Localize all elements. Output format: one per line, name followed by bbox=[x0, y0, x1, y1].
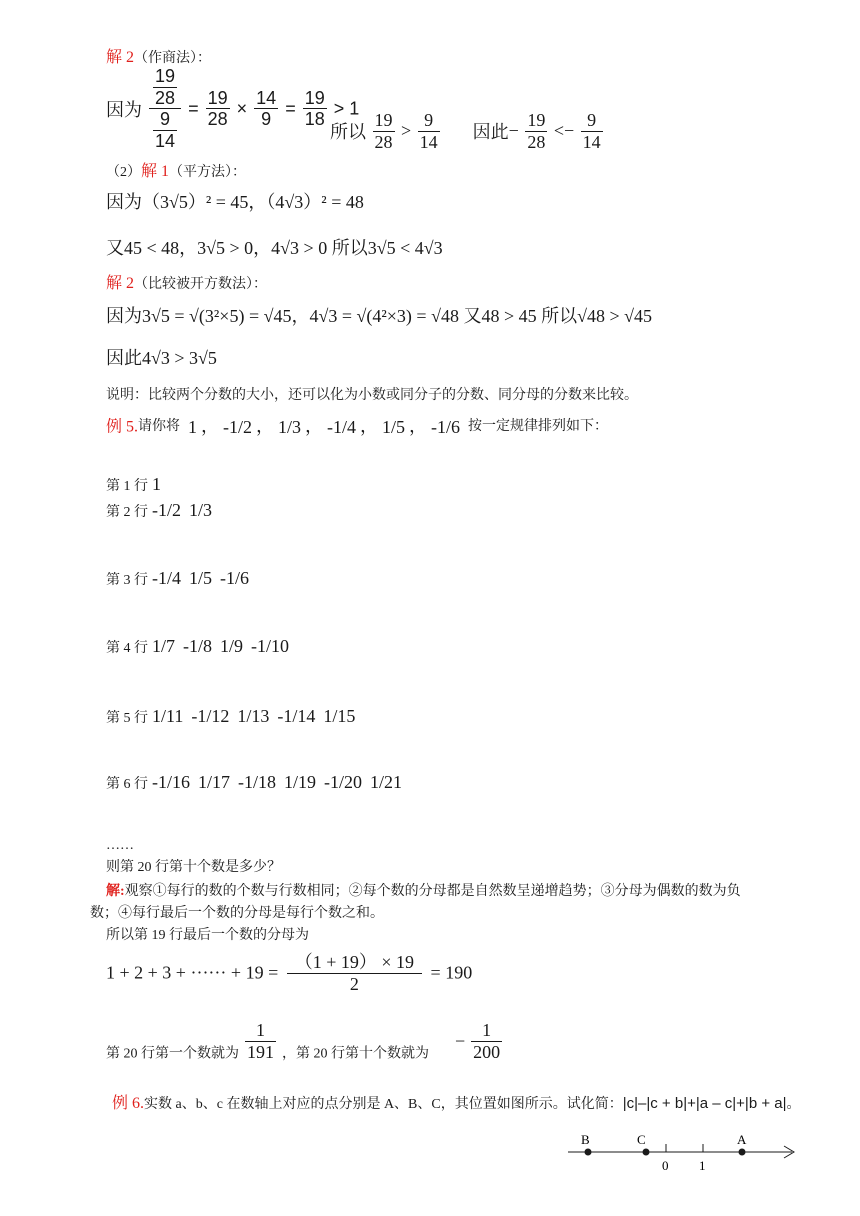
point-b bbox=[585, 1149, 592, 1156]
sequence-value: -1/6 bbox=[431, 417, 461, 438]
sequence-value: -1/16 bbox=[152, 772, 190, 792]
tick-label-one: 1 bbox=[699, 1158, 706, 1173]
sol2-heading: 解 2 bbox=[106, 49, 135, 66]
sequence-value: -1/6 bbox=[220, 568, 250, 588]
row-1 bbox=[106, 474, 165, 495]
ellipsis: …… bbox=[106, 838, 134, 853]
quot-hence: 因此 bbox=[472, 122, 509, 143]
row-4 bbox=[106, 636, 293, 657]
sol2b-method: （比较被开方数法）： bbox=[134, 277, 268, 292]
comma: ， bbox=[256, 416, 275, 436]
radicand-line-1: 因为3√5 = √(3²×5) = √45，4√3 = √(4²×3) = √48 又48 > 45 所以√48 > √45 bbox=[106, 306, 653, 326]
quot-so: 所以 bbox=[330, 122, 366, 143]
quotient-expression: 因为 $\frac{\frac{19}{28}}{\frac{9}{14}}$ = $\frac{19}{28}$ × $\frac{14}{9}$ = $\frac{19}{18}$ > 1 bbox=[106, 66, 360, 152]
comma: ， bbox=[360, 416, 379, 436]
sol1-heading: 解 1 bbox=[141, 163, 170, 180]
ex6-expression: |c|–|c + b|+|a – c|+|b + a| bbox=[622, 1095, 787, 1112]
point-c bbox=[643, 1149, 650, 1156]
label-c: C bbox=[637, 1132, 646, 1147]
square-line-2: 又45 < 48，3√5 > 0，4√3 > 0 所以3√5 < 4√3 bbox=[106, 238, 443, 258]
sequence-value: -1/2 bbox=[152, 500, 181, 520]
outer-fraction: $\frac{\frac{19}{28}}{\frac{9}{14}}$ bbox=[149, 66, 181, 152]
frac-a: $\frac{19}{28}$ bbox=[207, 87, 228, 130]
question: 则第 20 行第十个数是多少？ bbox=[106, 860, 281, 875]
sequence-value: -1/4 bbox=[152, 568, 181, 588]
solution-line-2: 数；④每行最后一个数的分母是每行个数之和。 bbox=[90, 906, 384, 921]
sol2-heading-line bbox=[106, 44, 211, 67]
sequence-value: -1/12 bbox=[191, 706, 230, 726]
sequence-value: -1/18 bbox=[238, 772, 277, 792]
row-2 bbox=[106, 500, 216, 521]
square-line-1: 因为（3√5）² = 45，（4√3）² = 48 bbox=[106, 192, 364, 212]
sequence-value: 1/11 bbox=[152, 706, 184, 726]
row-5 bbox=[106, 706, 359, 727]
quotient-conclusion: 所以 $\frac{19}{28}$ > $\frac{9}{14}$ 因此− $\frac{19}{28}$ <− $\frac{9}{14}$ bbox=[330, 110, 601, 152]
ex6-label: 例 6. bbox=[112, 1095, 145, 1112]
row-label: 第 1 行 bbox=[106, 479, 148, 494]
sequence-value: 1/15 bbox=[323, 706, 356, 726]
sequence-value: -1/14 bbox=[277, 706, 316, 726]
first-tenth-line: 第 20 行第一个数就为 $\frac{1}{191}$ ，第 20 行第十个数就为 − $\frac{1}{200}$ bbox=[106, 1020, 501, 1062]
radicand-line-2: 因此4√3 > 3√5 bbox=[106, 348, 217, 368]
row-6 bbox=[106, 772, 406, 793]
sequence-value: 1/7 bbox=[152, 636, 176, 656]
sol2b-heading: 解 2 bbox=[106, 275, 135, 292]
row-3 bbox=[106, 568, 253, 589]
sequence-value: 1/3 bbox=[278, 417, 302, 438]
sequence-value: -1/10 bbox=[251, 636, 290, 656]
sequence-value: 1/17 bbox=[198, 772, 231, 792]
sequence-value: 1/5 bbox=[189, 568, 213, 588]
sequence-value: -1/20 bbox=[324, 772, 363, 792]
example-5-intro: 例 5.请你将 1 ， -1/2 ， 1/3 ， -1/4 ， 1/5 ， -1/6 按一定规律排列如下： bbox=[106, 416, 609, 438]
row-label: 第 6 行 bbox=[106, 777, 148, 792]
row-label: 第 4 行 bbox=[106, 641, 148, 656]
quot-because: 因为 bbox=[106, 99, 142, 120]
tenth-number: $\frac{1}{200}$ bbox=[473, 1020, 501, 1062]
frac-r: $\frac{19}{18}$ bbox=[304, 87, 325, 130]
solution-line-1: 解:观察①每行的数的个数与行数相同；②每个数的分母都是自然数呈递增趋势；③分母为偶数的数为负 bbox=[106, 884, 741, 899]
first-number: $\frac{1}{191}$ bbox=[247, 1020, 274, 1062]
label-a: A bbox=[737, 1132, 747, 1147]
sequence-value: 1/9 bbox=[220, 636, 244, 656]
solution-heading: 解: bbox=[106, 884, 125, 899]
comma: ， bbox=[201, 416, 220, 436]
sequence-value: 1/5 bbox=[382, 417, 406, 438]
comma: ， bbox=[305, 416, 324, 436]
sol2b-heading-line bbox=[106, 270, 267, 293]
sol1-method: （平方法）： bbox=[169, 165, 247, 180]
ex5-label: 例 5. bbox=[106, 418, 139, 436]
sum-expression: 1 + 2 + 3 + ······ + 19 = $\frac{(1 + 19) \times 19}{2}$ = 190 bbox=[106, 952, 473, 994]
row-label: 第 5 行 bbox=[106, 711, 148, 726]
number-line bbox=[560, 1126, 810, 1176]
solution-line-3: 所以第 19 行最后一个数的分母为 bbox=[106, 928, 309, 943]
example-6-line: 例 6.实数 a、b、c 在数轴上对应的点分别是 A、B、C，其位置如图所示。试化简：|c|–|c + b|+|a – c|+|b + a|。 bbox=[112, 1095, 801, 1112]
tick-label-zero: 0 bbox=[662, 1158, 669, 1173]
point-a bbox=[739, 1149, 746, 1156]
sequence-value: 1/13 bbox=[237, 706, 270, 726]
sequence-value: 1/19 bbox=[284, 772, 317, 792]
sequence-value: -1/2 bbox=[223, 417, 253, 438]
label-b: B bbox=[581, 1132, 590, 1147]
row-label: 第 2 行 bbox=[106, 505, 148, 520]
sum-fraction: $\frac{(1 + 19) \times 19}{2}$ bbox=[287, 952, 422, 994]
ex5-sequence bbox=[184, 416, 464, 436]
comma: ， bbox=[409, 416, 428, 436]
sequence-value: 1/21 bbox=[370, 772, 403, 792]
frac-b: $\frac{14}{9}$ bbox=[256, 87, 277, 130]
sequence-value: -1/4 bbox=[327, 417, 357, 438]
sol2-method: （作商法）： bbox=[134, 51, 212, 66]
sequence-value: 1 bbox=[188, 417, 198, 438]
sequence-value: 1 bbox=[152, 474, 161, 494]
sequence-value: 1/3 bbox=[189, 500, 213, 520]
row-label: 第 3 行 bbox=[106, 573, 148, 588]
note: 说明：比较两个分数的大小，还可以化为小数或同分子的分数、同分母的分数来比较。 bbox=[106, 388, 638, 403]
sequence-value: -1/8 bbox=[183, 636, 213, 656]
sol1-heading-line: （2）解 1（平方法）： bbox=[106, 163, 247, 180]
